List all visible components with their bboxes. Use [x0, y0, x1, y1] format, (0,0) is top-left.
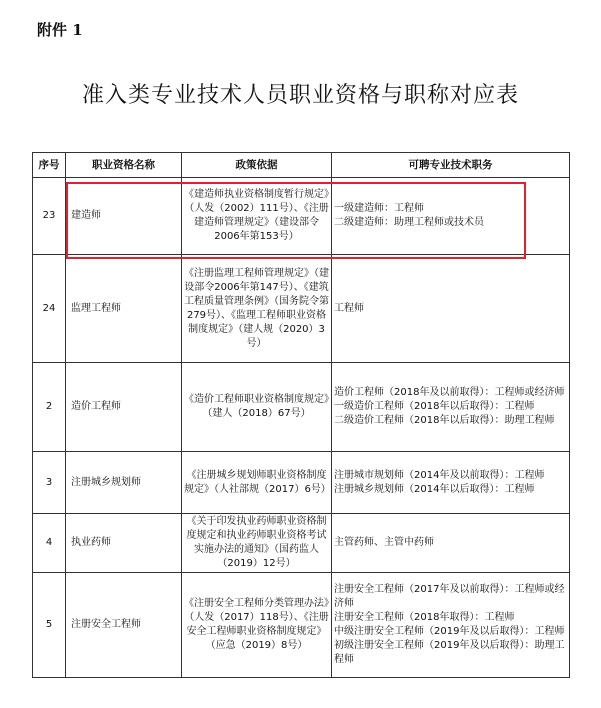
row-positions [332, 573, 570, 678]
row-policy: 《注册城乡规划师职业资格制度规定》（人社部规（2017）6号） [182, 452, 332, 514]
header-positions: 可聘专业技术职务 [332, 153, 570, 178]
position-line: 中级注册安全工程师（2019年及以后取得）：工程师 [334, 626, 565, 637]
position-line: 注册安全工程师（2018年取得）：工程师 [334, 612, 515, 623]
row-positions [332, 178, 570, 255]
attachment-label: 附件 1 [37, 21, 83, 39]
table-row [33, 178, 570, 255]
table-row [33, 452, 570, 514]
header-name: 职业资格名称 [66, 153, 182, 178]
row-no: 5 [33, 573, 66, 678]
row-no: 24 [33, 255, 66, 363]
position-line: 初级注册安全工程师（2019年及以后取得）：助理工程师 [334, 640, 565, 665]
row-positions [332, 514, 570, 573]
header-no: 序号 [33, 153, 66, 178]
row-name: 执业药师 [66, 514, 182, 573]
row-no: 3 [33, 452, 66, 514]
row-no: 4 [33, 514, 66, 573]
header-policy: 政策依据 [182, 153, 332, 178]
position-line: 注册城市规划师（2014年及以前取得）：工程师 [334, 469, 545, 481]
row-name: 建造师 [66, 178, 182, 255]
table-row [33, 573, 570, 678]
row-positions [332, 452, 570, 514]
row-name: 注册城乡规划师 [66, 452, 182, 514]
table-row [33, 255, 570, 363]
row-positions [332, 255, 570, 363]
qualification-table [32, 152, 570, 678]
row-no: 2 [33, 363, 66, 452]
position-line: 一级造价工程师（2018年以后取得）：工程师 [334, 401, 535, 412]
table-row [33, 363, 570, 452]
position-line: 工程师 [334, 302, 364, 314]
row-name: 注册安全工程师 [66, 573, 182, 678]
row-name: 造价工程师 [66, 363, 182, 452]
row-policy: 《建造师执业资格制度暂行规定》（人发（2002）111号）、《注册建造师管理规定》（建设部令2006年第153号） [182, 178, 332, 255]
page-title: 准入类专业技术人员职业资格与职称对应表 [81, 83, 519, 108]
row-name: 监理工程师 [66, 255, 182, 363]
row-policy: 《注册安全工程师分类管理办法》（人发（2017）118号）、《注册安全工程师职业资格制度规定》（应急（2019）8号） [182, 573, 332, 678]
position-line: 主管药师、主管中药师 [334, 537, 434, 548]
table-row [33, 514, 570, 573]
row-policy: 《注册监理工程师管理规定》（建设部令2006年第147号）、《建筑工程质量管理条例》（国务院令第279号）、《监理工程师职业资格制度规定》（建人规（2020）3号） [182, 255, 332, 363]
row-positions [332, 363, 570, 452]
position-line: 注册城乡规划师（2014年以后取得）：工程师 [334, 483, 535, 495]
row-policy: 《关于印发执业药师职业资格制度规定和执业药师职业资格考试实施办法的通知》（国药监人（2019）12号） [182, 514, 332, 573]
row-policy: 《造价工程师职业资格制度规定》（建人（2018）67号） [182, 363, 332, 452]
position-line: 注册安全工程师（2017年及以前取得）：工程师或经济师 [334, 584, 565, 609]
row-no: 23 [33, 178, 66, 255]
position-line: 一级建造师：工程师 [334, 203, 424, 214]
position-line: 造价工程师（2018年及以前取得）：工程师或经济师 [334, 387, 565, 398]
position-line: 二级建造师：助理工程师或技术员 [334, 217, 484, 228]
table-header-row [33, 153, 570, 178]
position-line: 二级造价工程师（2018年以后取得）：助理工程师 [334, 415, 555, 426]
